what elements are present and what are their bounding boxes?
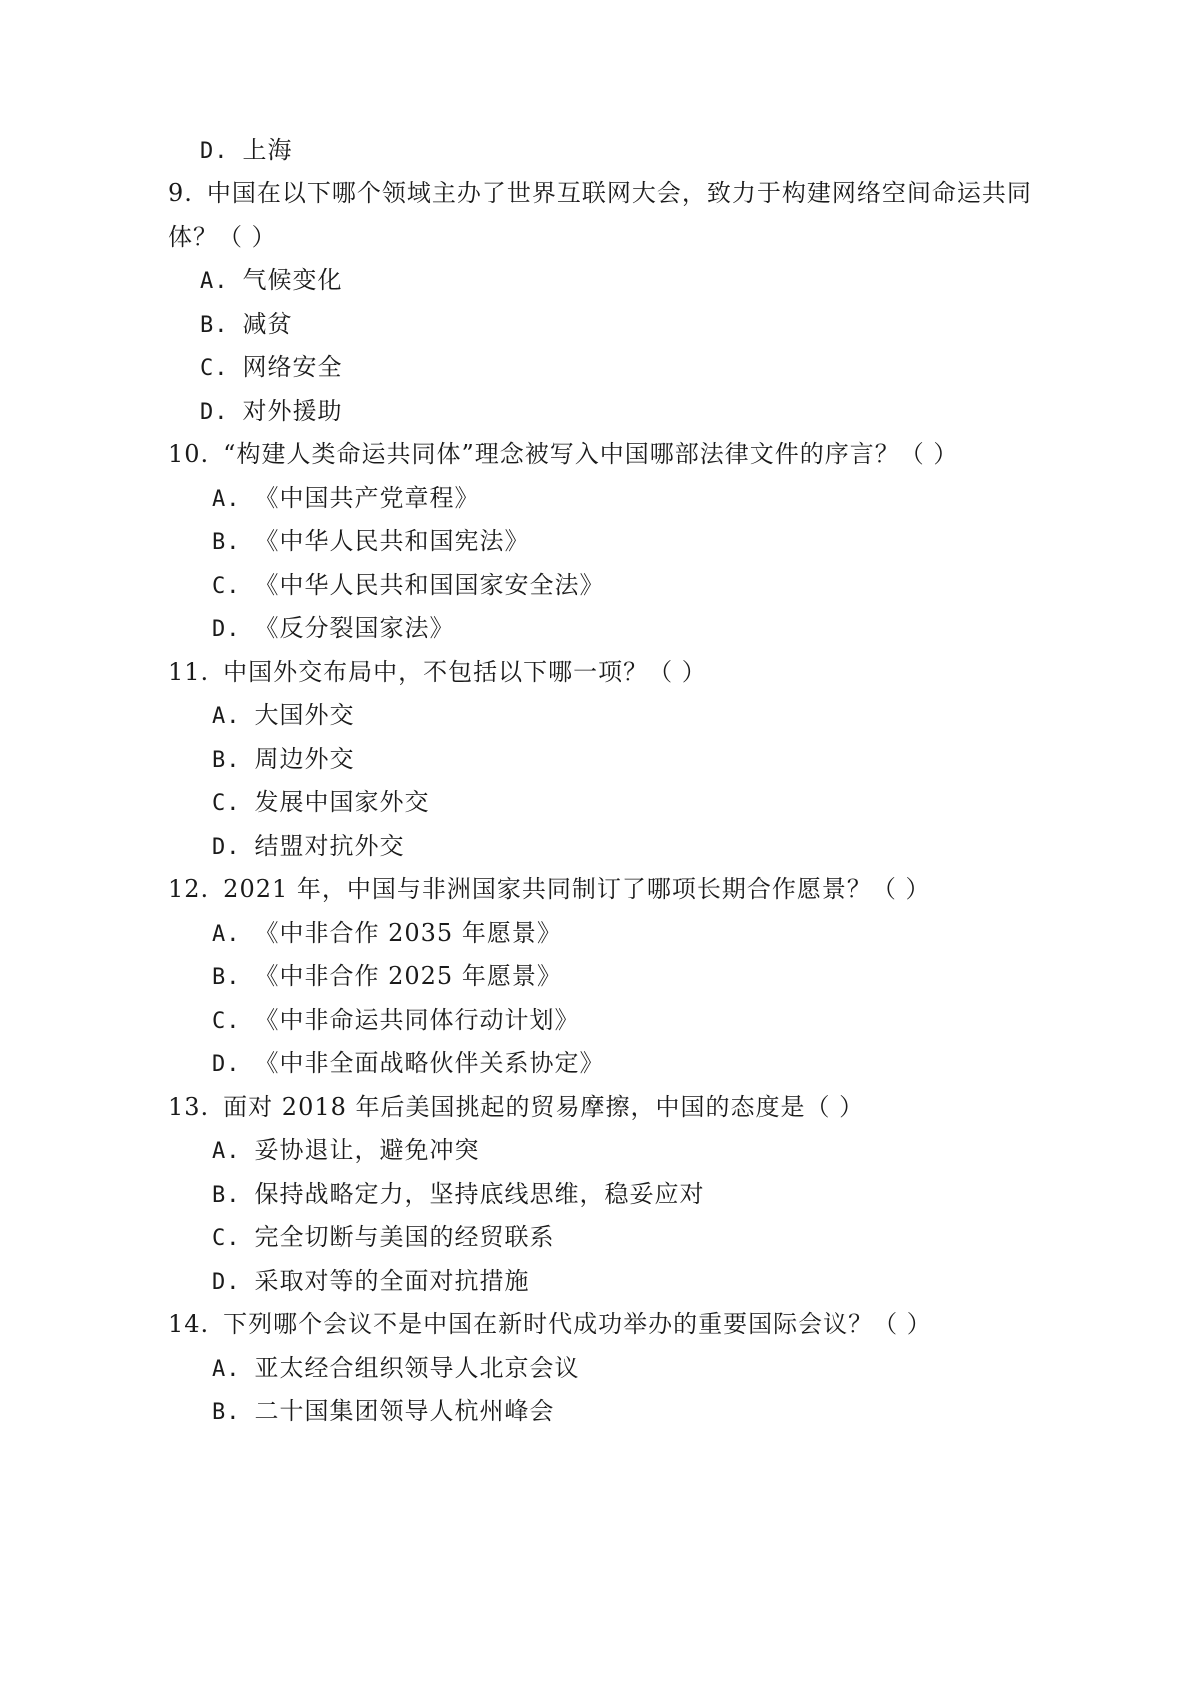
option-line: [212, 831, 405, 863]
question-12-stem: [168, 874, 931, 904]
option-text: 对外援助: [242, 397, 343, 425]
option-text: 《反分裂国家法》: [254, 614, 455, 642]
option-line: [212, 1135, 480, 1167]
option-text: 结盟对抗外交: [254, 832, 405, 860]
option-letter: A.: [212, 704, 241, 729]
question-9-stem: [168, 178, 1032, 208]
question-9-stem-continued: [168, 222, 277, 252]
option-line: [200, 265, 343, 297]
option-text: 网络安全: [242, 353, 343, 381]
option-letter: C.: [212, 1009, 241, 1034]
option-letter: B.: [212, 1400, 241, 1425]
option-letter: D.: [200, 139, 229, 164]
option-line: [200, 135, 293, 167]
option-letter: A.: [212, 922, 241, 947]
option-letter: C.: [212, 1226, 241, 1251]
option-letter: C.: [212, 574, 241, 599]
option-line: [200, 309, 293, 341]
option-line: [212, 1353, 580, 1385]
option-text: 《中华人民共和国国家安全法》: [254, 571, 605, 599]
option-letter: A.: [200, 269, 229, 294]
option-line: [212, 483, 480, 515]
option-letter: B.: [212, 530, 241, 555]
option-letter: A.: [212, 487, 241, 512]
option-line: [212, 1048, 605, 1080]
option-line: [212, 1222, 555, 1254]
question-13-stem: [168, 1092, 864, 1122]
option-line: [212, 570, 605, 602]
option-letter: B.: [212, 965, 241, 990]
question-11-stem: [168, 657, 707, 687]
option-text: 保持战略定力，坚持底线思维，稳妥应对: [254, 1180, 705, 1208]
option-text: 《中国共产党章程》: [254, 484, 480, 512]
option-letter: B.: [212, 748, 241, 773]
question-text: 中国外交布局中，不包括以下哪一项？（ ）: [223, 658, 707, 686]
question-text: 面对 2018 年后美国挑起的贸易摩擦，中国的态度是（ ）: [223, 1093, 865, 1121]
option-text: 《中华人民共和国宪法》: [254, 527, 530, 555]
option-line: [200, 352, 343, 384]
question-number: 14.: [168, 1310, 210, 1338]
option-letter: D.: [212, 1270, 241, 1295]
option-line: [212, 700, 355, 732]
option-text: 上海: [242, 136, 293, 164]
option-line: [212, 961, 562, 993]
option-text: 完全切断与美国的经贸联系: [254, 1223, 555, 1251]
option-letter: D.: [212, 1052, 241, 1077]
option-line: [212, 787, 430, 819]
option-text: 采取对等的全面对抗措施: [254, 1267, 530, 1295]
question-text: “构建人类命运共同体”理念被写入中国哪部法律文件的序言？（ ）: [223, 440, 959, 468]
option-text: 亚太经合组织领导人北京会议: [254, 1354, 580, 1382]
option-text: 《中非合作 2035 年愿景》: [254, 919, 562, 947]
option-line: [212, 918, 562, 950]
option-text: 大国外交: [254, 701, 355, 729]
question-number: 9.: [168, 179, 193, 207]
option-letter: B.: [200, 313, 229, 338]
option-letter: A.: [212, 1357, 241, 1382]
option-line: [212, 613, 455, 645]
option-text: 《中非命运共同体行动计划》: [254, 1006, 580, 1034]
option-line: [212, 526, 530, 558]
option-line: [212, 1396, 555, 1428]
question-text: 中国在以下哪个领域主办了世界互联网大会，致力于构建网络空间命运共同: [206, 179, 1032, 207]
option-text: 二十国集团领导人杭州峰会: [254, 1397, 555, 1425]
option-text: 气候变化: [242, 266, 343, 294]
option-line: [212, 1005, 580, 1037]
question-10-stem: [168, 439, 958, 469]
option-text: 周边外交: [254, 745, 355, 773]
option-line: [200, 396, 343, 428]
option-letter: D.: [212, 835, 241, 860]
question-number: 10.: [168, 440, 210, 468]
option-text: 减贫: [242, 310, 293, 338]
option-text: 《中非全面战略伙伴关系协定》: [254, 1049, 605, 1077]
option-letter: A.: [212, 1139, 241, 1164]
option-letter: C.: [200, 356, 229, 381]
option-letter: C.: [212, 791, 241, 816]
question-14-stem: [168, 1309, 932, 1339]
question-number: 11.: [168, 658, 210, 686]
option-line: [212, 1179, 705, 1211]
option-line: [212, 744, 355, 776]
option-text: 发展中国家外交: [254, 788, 430, 816]
option-letter: D.: [212, 617, 241, 642]
question-number: 12.: [168, 875, 210, 903]
option-text: 《中非合作 2025 年愿景》: [254, 962, 562, 990]
option-text: 妥协退让，避免冲突: [254, 1136, 480, 1164]
question-number: 13.: [168, 1093, 210, 1121]
option-letter: B.: [212, 1183, 241, 1208]
question-text: 下列哪个会议不是中国在新时代成功举办的重要国际会议？（ ）: [223, 1310, 932, 1338]
question-text: 体？（ ）: [168, 223, 277, 251]
option-letter: D.: [200, 400, 229, 425]
question-text: 2021 年，中国与非洲国家共同制订了哪项长期合作愿景？（ ）: [223, 875, 931, 903]
option-line: [212, 1266, 530, 1298]
